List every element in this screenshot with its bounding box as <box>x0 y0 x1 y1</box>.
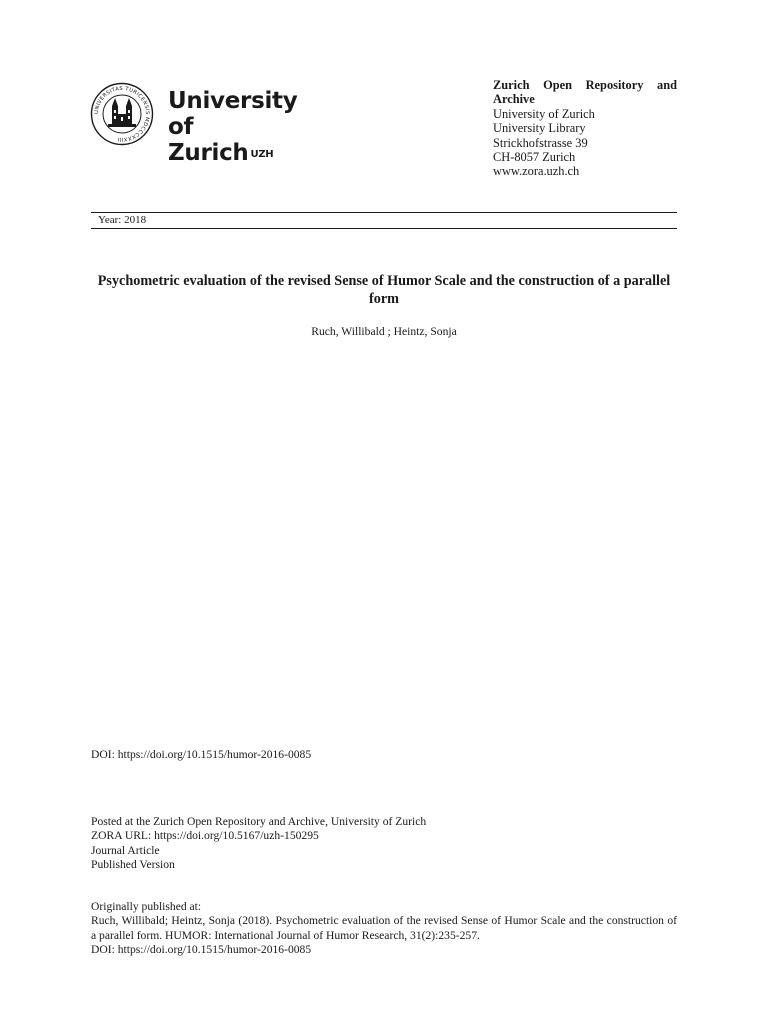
repository-address <box>493 78 677 179</box>
university-seal-icon <box>90 82 154 146</box>
originally-heading: Originally published at: <box>91 900 202 913</box>
paper-title: Psychometric evaluation of the revised Sense of Humor Scale and the construction of a parallel form <box>97 273 671 307</box>
repository-line: University Library <box>493 121 586 136</box>
citation-doi-link[interactable]: DOI: https://doi.org/10.1515/humor-2016-0085 <box>91 943 312 957</box>
logo-suffix: UZH <box>250 149 274 160</box>
repository-line: University of Zurich <box>493 106 595 121</box>
logo-line-2: Zurich <box>168 140 249 166</box>
posted-line: Posted at the Zurich Open Repository and Archive, University of Zurich <box>91 815 427 828</box>
paper-authors: Ruch, Willibald ; Heintz, Sonja <box>311 325 457 338</box>
originally-published-block <box>91 900 677 958</box>
item-version: Published Version <box>91 858 175 872</box>
item-type: Journal Article <box>91 843 160 857</box>
repository-line: CH-8057 Zurich <box>493 150 576 165</box>
svg-text:UNIVERSITAS TURICENSIS MDCCCXX <box>94 86 150 142</box>
university-logo <box>90 82 320 166</box>
posted-block <box>91 815 426 873</box>
citation: Ruch, Willibald; Heintz, Sonja (2018). Psychometric evaluation of the revised Sense of Humor Scale and the construction of a parallel form. HUMOR: International Journal of Humor Research, 31(2):235-257. <box>91 914 677 942</box>
repository-title: Zurich Open Repository and Archive <box>493 78 677 107</box>
divider-bottom <box>91 228 677 229</box>
repository-url: www.zora.uzh.ch <box>493 164 580 179</box>
doi-link[interactable]: DOI: https://doi.org/10.1515/humor-2016-0085 <box>91 748 312 761</box>
seal-text: UNIVERSITAS TURICENSIS MDCCCXXXIII <box>93 85 151 143</box>
zora-url-link[interactable]: ZORA URL: https://doi.org/10.5167/uzh-150295 <box>91 829 319 843</box>
repository-line: Strickhofstrasse 39 <box>493 135 588 150</box>
logo-line-1: University of <box>168 88 298 140</box>
divider-top <box>91 212 677 213</box>
publication-year: Year: 2018 <box>98 214 147 226</box>
